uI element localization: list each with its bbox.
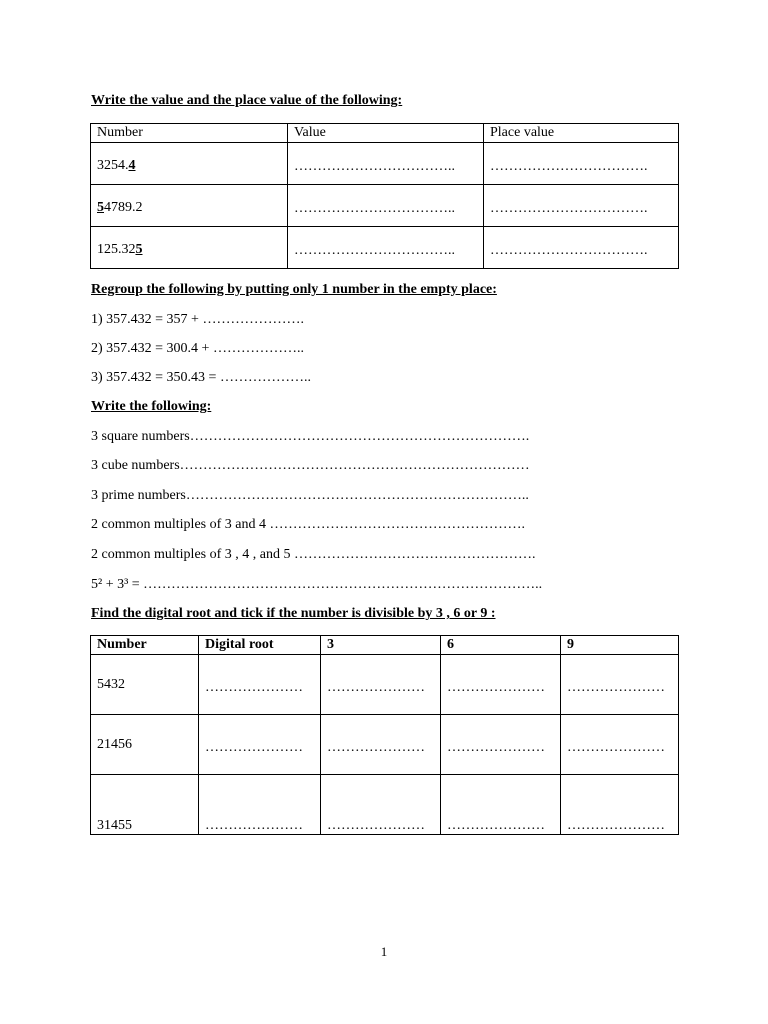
divisible-3-blank[interactable]: …………………	[321, 655, 441, 715]
column-header-digital-root: Digital root	[199, 636, 321, 655]
number-cell: 5432	[91, 655, 199, 715]
table-row	[91, 185, 679, 227]
value-blank[interactable]: ……………………………..	[288, 143, 484, 185]
divisible-9-blank[interactable]: …………………	[561, 655, 679, 715]
write-item-multiples-3-4-5[interactable]: 2 common multiples of 3 , 4 , and 5 …………………………………………….	[91, 547, 536, 562]
divisible-6-blank[interactable]: …………………	[441, 715, 561, 775]
regroup-item-2[interactable]: 2) 357.432 = 300.4 + ………………..	[91, 341, 304, 356]
table-header-row	[91, 124, 679, 143]
underlined-digit: 4	[128, 158, 136, 173]
divisible-3-blank[interactable]: …………………	[321, 715, 441, 775]
section3-heading: Write the following:	[91, 399, 212, 414]
divisible-3-blank[interactable]: …………………	[321, 775, 441, 835]
divisible-6-blank[interactable]: …………………	[441, 655, 561, 715]
column-header-3: 3	[321, 636, 441, 655]
number-cell: 3254.4	[91, 143, 288, 185]
place-value-blank[interactable]: …………………………….	[484, 227, 679, 269]
divisible-9-blank[interactable]: …………………	[561, 775, 679, 835]
number-cell: 21456	[91, 715, 199, 775]
digital-root-table	[90, 635, 679, 835]
table-header-row	[91, 636, 679, 655]
value-blank[interactable]: ……………………………..	[288, 185, 484, 227]
column-header-9: 9	[561, 636, 679, 655]
table-row	[91, 227, 679, 269]
column-header-number: Number	[91, 636, 199, 655]
value-place-value-table	[90, 123, 679, 269]
write-item-square-numbers[interactable]: 3 square numbers……………………………………………………………….	[91, 429, 530, 444]
regroup-item-3[interactable]: 3) 357.432 = 350.43 = ………………..	[91, 370, 311, 385]
place-value-blank[interactable]: …………………………….	[484, 185, 679, 227]
table-row	[91, 775, 679, 835]
column-header-6: 6	[441, 636, 561, 655]
number-cell: 31455	[91, 775, 199, 835]
value-blank[interactable]: ……………………………..	[288, 227, 484, 269]
table-row	[91, 655, 679, 715]
divisible-6-blank[interactable]: …………………	[441, 775, 561, 835]
section4-heading: Find the digital root and tick if the number is divisible by 3 , 6 or 9 :	[91, 606, 496, 621]
place-value-blank[interactable]: …………………………….	[484, 143, 679, 185]
write-item-multiples-3-4[interactable]: 2 common multiples of 3 and 4 ……………………………………………….	[91, 517, 525, 532]
table-row	[91, 143, 679, 185]
write-item-power-sum[interactable]: 5² + 3³ = …………………………………………………………………………..	[91, 577, 543, 592]
digital-root-blank[interactable]: …………………	[199, 775, 321, 835]
digital-root-blank[interactable]: …………………	[199, 655, 321, 715]
column-header-place-value: Place value	[484, 124, 679, 143]
section2-heading: Regroup the following by putting only 1 number in the empty place:	[91, 282, 497, 297]
number-cell: 125.325	[91, 227, 288, 269]
write-item-cube-numbers[interactable]: 3 cube numbers…………………………………………………………………	[91, 458, 530, 473]
column-header-value: Value	[288, 124, 484, 143]
number-cell: 54789.2	[91, 185, 288, 227]
underlined-digit: 5	[97, 200, 104, 215]
column-header-number: Number	[91, 124, 288, 143]
section1-heading: Write the value and the place value of the following:	[91, 93, 403, 108]
digital-root-blank[interactable]: …………………	[199, 715, 321, 775]
table-row	[91, 715, 679, 775]
write-item-prime-numbers[interactable]: 3 prime numbers………………………………………………………………..	[91, 488, 529, 503]
underlined-digit: 5	[135, 242, 143, 257]
page-number: 1	[380, 944, 388, 959]
divisible-9-blank[interactable]: …………………	[561, 715, 679, 775]
regroup-item-1[interactable]: 1) 357.432 = 357 + ………………….	[91, 312, 304, 327]
